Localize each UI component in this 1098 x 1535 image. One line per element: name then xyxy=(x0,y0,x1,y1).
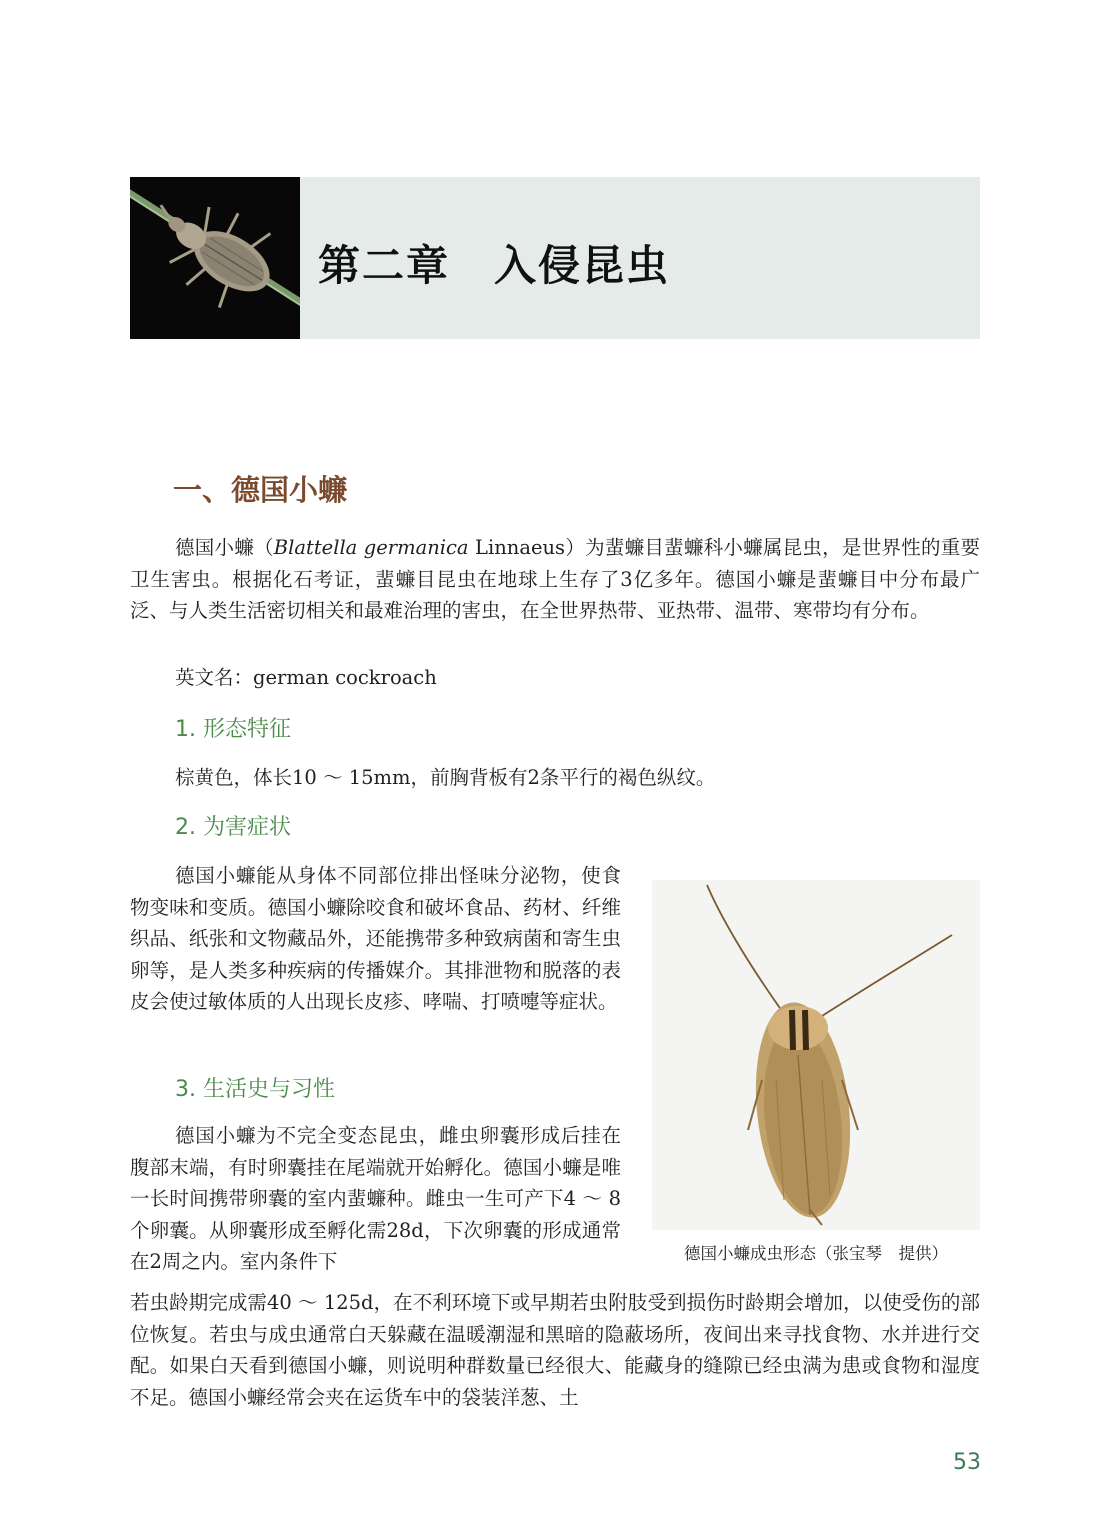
weevil-illustration xyxy=(130,177,300,339)
species-name: Blattella germanica xyxy=(273,536,469,559)
life-history-heading: 3. 生活史与习性 xyxy=(175,1077,335,1102)
morphology-heading: 1. 形态特征 xyxy=(175,717,291,742)
intro-text-post: Linnaeus）为蜚蠊目蜚蠊科小蠊属昆虫，是世界性的重要卫生害虫。根据化石考证，蜚蠊目昆虫在地球上生存了3亿多年。德国小蠊是蜚蠊目中分布最广泛、与人类生活密切相关和最难治理的害虫，在全世界热带、亚热带、温带、寒带均有分布。 xyxy=(130,536,980,622)
intro-text-pre: 德国小蠊（ xyxy=(175,536,274,559)
cockroach-figure xyxy=(652,880,980,1230)
life-history-text-narrow: 德国小蠊为不完全变态昆虫，雌虫卵囊形成后挂在腹部末端，有时卵囊挂在尾端就开始孵化。德国小蠊是唯一长时间携带卵囊的室内蜚蠊种。雌虫一生可产下4 ～ 8个卵囊。从卵囊形成至孵化需28d，下次卵囊的形成通常在2周之内。室内条件下 xyxy=(130,1124,621,1273)
cockroach-illustration xyxy=(652,880,980,1230)
figure-caption: 德国小蠊成虫形态（张宝琴 提供） xyxy=(684,1244,948,1263)
damage-heading: 2. 为害症状 xyxy=(175,815,291,840)
damage-text: 德国小蠊能从身体不同部位排出怪味分泌物，使食物变味和变质。德国小蠊除咬食和破坏食品、药材、纤维织品、纸张和文物藏品外，还能携带多种致病菌和寄生虫卵等，是人类多种疾病的传播媒介。其排泄物和脱落的表皮会使过敏体质的人出现长皮疹、哮喘、打喷嚏等症状。 xyxy=(130,864,621,1013)
chapter-photo-weevil xyxy=(130,177,300,339)
section-title: 一、德国小蠊 xyxy=(173,473,348,507)
intro-paragraph xyxy=(130,532,980,627)
morphology-text: 棕黄色，体长10 ～ 15mm，前胸背板有2条平行的褐色纵纹。 xyxy=(175,766,716,789)
page-number: 53 xyxy=(953,1450,981,1475)
english-name: 英文名：german cockroach xyxy=(175,666,437,689)
chapter-banner xyxy=(130,177,980,339)
chapter-title: 第二章 入侵昆虫 xyxy=(318,241,671,290)
life-history-text-wide: 若虫龄期完成需40 ～ 125d，在不利环境下或早期若虫附肢受到损伤时龄期会增加，以使受伤的部位恢复。若虫与成虫通常白天躲藏在温暖潮湿和黑暗的隐蔽场所，夜间出来寻找食物、水并进行交配。如果白天看到德国小蠊，则说明种群数量已经很大、能藏身的缝隙已经虫满为患或食物和湿度不足。德国小蠊经常会夹在运货车中的袋装洋葱、土 xyxy=(130,1291,980,1409)
